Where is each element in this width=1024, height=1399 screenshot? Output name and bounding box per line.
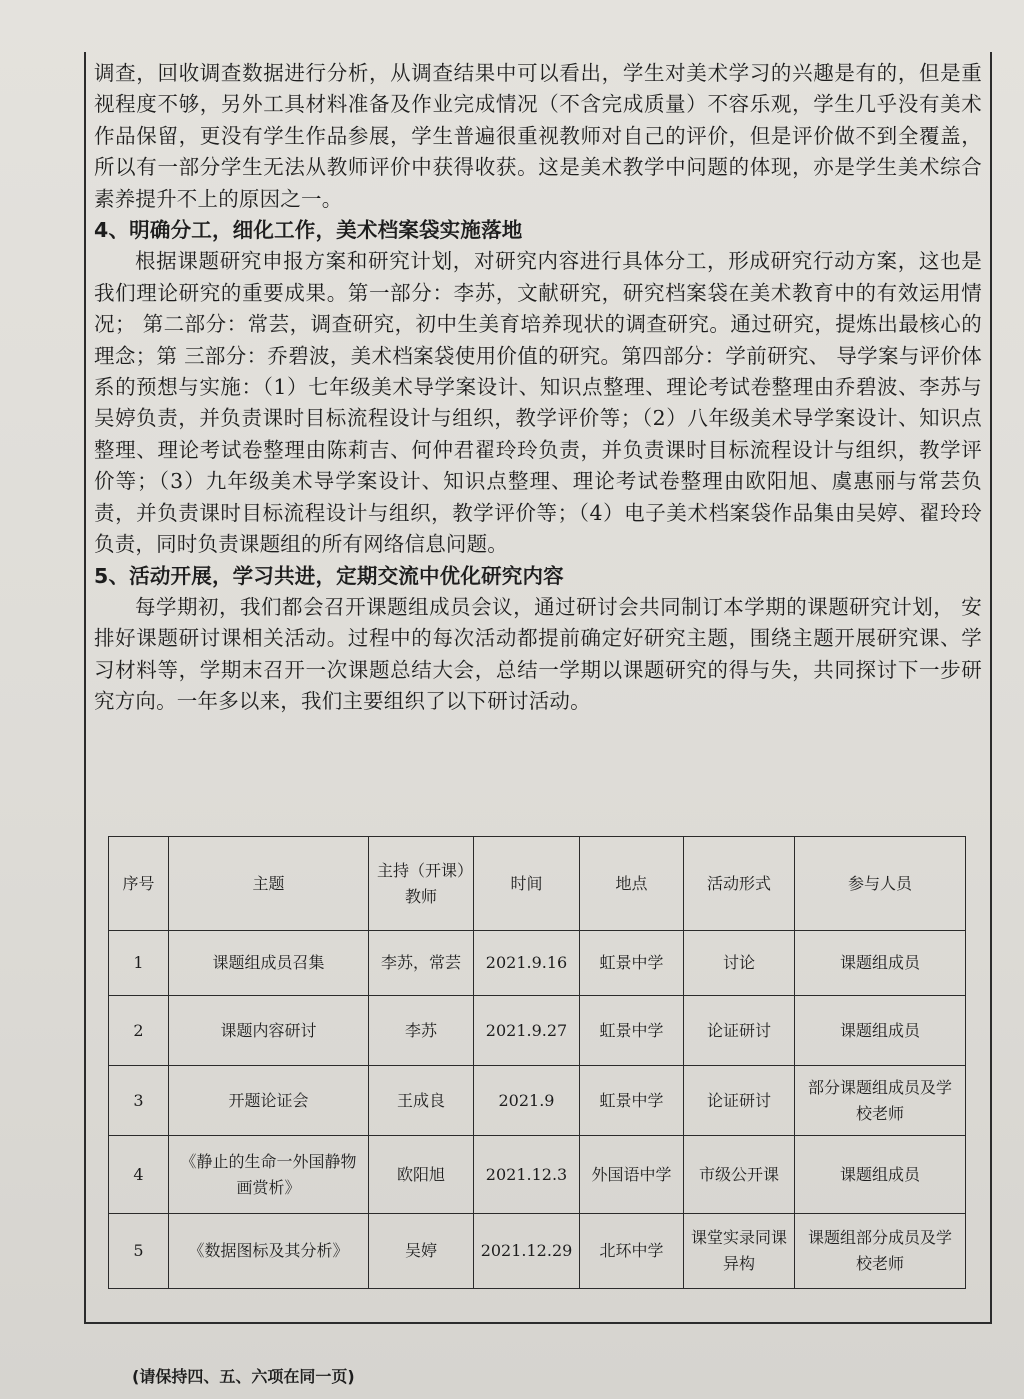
activity-table xyxy=(108,836,966,1289)
table-row xyxy=(109,996,966,1066)
heading-section-4: 4、明确分工，细化工作，美术档案袋实施落地 xyxy=(94,218,523,243)
header-participants: 参与人员 xyxy=(795,837,966,931)
table-row xyxy=(109,1136,966,1214)
cell-time: 2021.12.3 xyxy=(474,1136,580,1214)
header-index: 序号 xyxy=(109,837,169,931)
body-text xyxy=(94,58,982,718)
cell-index: 4 xyxy=(109,1136,169,1214)
table-row xyxy=(109,931,966,996)
cell-participants: 课题组部分成员及学校老师 xyxy=(795,1214,966,1289)
header-time: 时间 xyxy=(474,837,580,931)
cell-participants: 课题组成员 xyxy=(795,996,966,1066)
cell-host-teacher: 王成良 xyxy=(369,1066,474,1136)
cell-index: 5 xyxy=(109,1214,169,1289)
cell-host-teacher: 吴婷 xyxy=(369,1214,474,1289)
cell-index: 1 xyxy=(109,931,169,996)
cell-activity-form: 论证研讨 xyxy=(684,1066,795,1136)
cell-activity-form: 课堂实录同课异构 xyxy=(684,1214,795,1289)
table-header-row xyxy=(109,837,966,931)
cell-location: 外国语中学 xyxy=(580,1136,684,1214)
cell-activity-form: 市级公开课 xyxy=(684,1136,795,1214)
cell-host-teacher: 李苏，常芸 xyxy=(369,931,474,996)
cell-index: 2 xyxy=(109,996,169,1066)
header-location: 地点 xyxy=(580,837,684,931)
cell-activity-form: 论证研讨 xyxy=(684,996,795,1066)
header-topic: 主题 xyxy=(169,837,369,931)
cell-host-teacher: 欧阳旭 xyxy=(369,1136,474,1214)
heading-section-5: 5、活动开展，学习共进，定期交流中优化研究内容 xyxy=(94,563,564,588)
cell-activity-form: 讨论 xyxy=(684,931,795,996)
header-host-teacher: 主持（开课）教师 xyxy=(369,837,474,931)
paragraph-survey: 调查，回收调查数据进行分析，从调查结果中可以看出，学生对美术学习的兴趣是有的，但是重视程度不够，另外工具材料准备及作业完成情况（不含完成质量）不容乐观，学生几乎没有美术作品保留，更没有学生作品参展，学生普遍很重视教师对自己的评价，但是评价做不到全覆盖，所以有一部分学生无法从教师评价中获得收获。这是美术教学中问题的体现，亦是学生美术综合素养提升不上的原因之一。 xyxy=(94,61,982,211)
cell-time: 2021.9 xyxy=(474,1066,580,1136)
cell-topic: 课题组成员召集 xyxy=(169,931,369,996)
cell-index: 3 xyxy=(109,1066,169,1136)
cell-topic: 《静止的生命一外国静物画赏析》 xyxy=(169,1136,369,1214)
paragraph-division-of-work: 根据课题研究申报方案和研究计划，对研究内容进行具体分工，形成研究行动方案，这也是我们理论研究的重要成果。第一部分：李苏，文献研究，研究档案袋在美术教育中的有效运用情况； 第二部分：常芸，调查研究，初中生美育培养现状的调查研究。通过研究，提炼出最核心的理念；第 三部分：乔碧波，美术档案袋使用价值的研究。第四部分：学前研究、 导学案与评价体系的预想与实施：（1）七年级美术导学案设计、知识点整理、理论考试卷整理由乔碧波、李苏与吴婷负责，并负责课时目标流程设计与组织，教学评价等；（2）八年级美术导学案设计、知识点整理、理论考试卷整理由陈莉吉、何仲君翟玲玲负责，并负责课时目标流程设计与组织，教学评价等；（3）九年级美术导学案设计、知识点整理、理论考试卷整理由欧阳旭、虞惠丽与常芸负责，并负责课时目标流程设计与组织，教学评价等；（4）电子美术档案袋作品集由吴婷、翟玲玲负责，同时负责课题组的所有网络信息问题。 xyxy=(94,249,982,557)
header-activity-form: 活动形式 xyxy=(684,837,795,931)
cell-participants: 课题组成员 xyxy=(795,931,966,996)
table-row xyxy=(109,1214,966,1289)
cell-topic: 《数据图标及其分析》 xyxy=(169,1214,369,1289)
cell-location: 虹景中学 xyxy=(580,996,684,1066)
cell-host-teacher: 李苏 xyxy=(369,996,474,1066)
footnote: (请保持四、五、六项在同一页) xyxy=(132,1367,355,1386)
cell-topic: 开题论证会 xyxy=(169,1066,369,1136)
cell-location: 北环中学 xyxy=(580,1214,684,1289)
cell-topic: 课题内容研讨 xyxy=(169,996,369,1066)
cell-location: 虹景中学 xyxy=(580,1066,684,1136)
cell-time: 2021.12.29 xyxy=(474,1214,580,1289)
cell-time: 2021.9.16 xyxy=(474,931,580,996)
cell-time: 2021.9.27 xyxy=(474,996,580,1066)
cell-location: 虹景中学 xyxy=(580,931,684,996)
table-row xyxy=(109,1066,966,1136)
paragraph-activities: 每学期初，我们都会召开课题组成员会议，通过研讨会共同制订本学期的课题研究计划， 安排好课题研讨课相关活动。过程中的每次活动都提前确定好研究主题，围绕主题开展研究课、学习材料等，学期末召开一次课题总结大会，总结一学期以课题研究的得与失，共同探讨下一步研究方向。一年多以来，我们主要组织了以下研讨活动。 xyxy=(94,594,982,714)
cell-participants: 课题组成员 xyxy=(795,1136,966,1214)
cell-participants: 部分课题组成员及学校老师 xyxy=(795,1066,966,1136)
